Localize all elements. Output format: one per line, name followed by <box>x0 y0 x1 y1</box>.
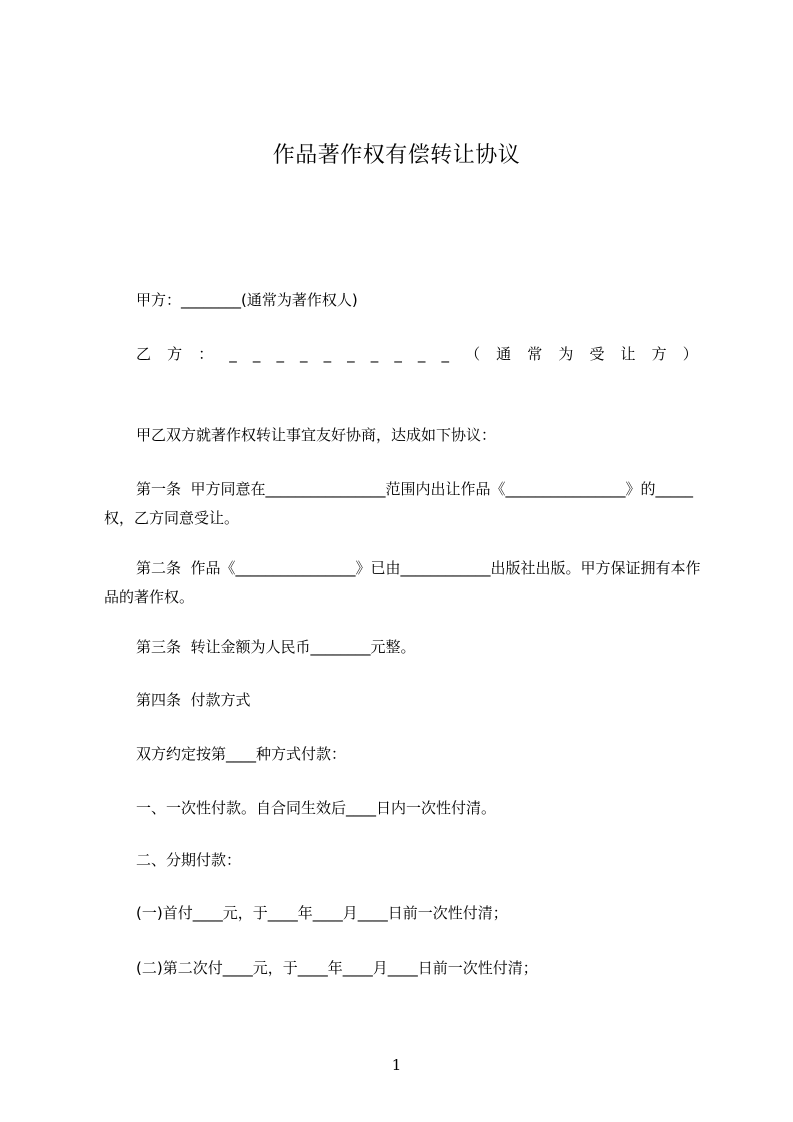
party-a-line: 甲方：________(通常为著作权人) <box>136 291 358 309</box>
party-b-char: 方 <box>651 345 667 363</box>
payment-choice: 双方约定按第____种方式付款： <box>136 745 347 763</box>
party-b-char: 乙 <box>136 345 152 363</box>
payment-option-2: 二、分期付款： <box>136 851 242 869</box>
article-2: 第二条 作品《________________》已由____________出版社出版。甲方保证拥有本作品的著作权。 <box>104 559 701 606</box>
party-b-char: _ <box>441 345 449 363</box>
party-b-line <box>136 343 698 365</box>
party-b-char: _ <box>276 345 284 363</box>
installment-2: (二)第二次付____元，于____年____月____日前一次性付清； <box>136 959 538 977</box>
document-title: 作品著作权有偿转让协议 <box>272 143 521 168</box>
installment-1: (一)首付____元，于____年____月____日前一次性付清； <box>136 904 508 922</box>
party-b-char: _ <box>323 345 332 363</box>
party-b-char: _ <box>417 345 426 363</box>
article-4-heading: 第四条 付款方式 <box>136 691 251 709</box>
party-b-char: （ <box>465 345 481 363</box>
page-number: 1 <box>391 1056 402 1074</box>
party-b-char: 通 <box>496 345 512 363</box>
party-b-char: 受 <box>589 345 605 363</box>
party-b-char: 常 <box>527 345 543 363</box>
party-b-char: ： <box>198 345 214 363</box>
party-b-char: ） <box>682 345 698 363</box>
party-b-char: _ <box>300 345 308 363</box>
article-3: 第三条 转让金额为人民币________元整。 <box>136 638 416 656</box>
intro-paragraph: 甲乙双方就著作权转让事宜友好协商，达成如下协议： <box>136 426 497 444</box>
payment-option-1: 一、一次性付款。自合同生效后____日内一次性付清。 <box>136 799 497 817</box>
party-b-char: 让 <box>620 345 636 363</box>
party-b-char: _ <box>347 345 355 363</box>
party-b-char: 为 <box>558 345 574 363</box>
party-b-char: _ <box>370 345 379 363</box>
party-b-char: 方 <box>167 345 183 363</box>
party-b-char: _ <box>252 345 261 363</box>
party-b-char: _ <box>229 345 237 363</box>
article-1: 第一条 甲方同意在________________范围内出让作品《________________》的_____权，乙方同意受让。 <box>104 480 694 527</box>
party-b-char: _ <box>394 345 402 363</box>
